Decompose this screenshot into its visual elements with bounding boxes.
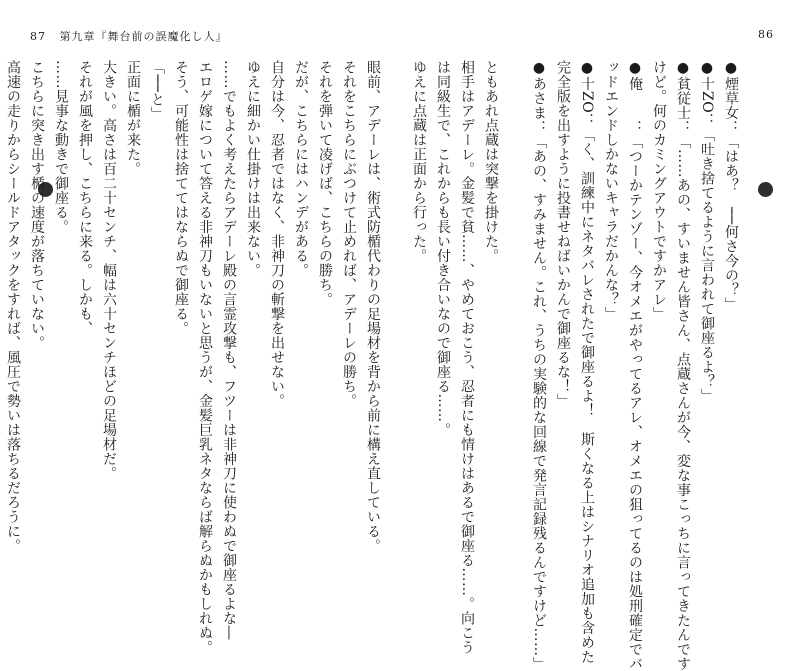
text-line: それが風を押し、こちらに来る。しかも、 (77, 60, 93, 336)
running-head: 第九章『舞台前の誤魔化し人』 (59, 30, 228, 43)
text-line: それをこちらにぶつけて止めれば、アデーレの勝ち。 (341, 60, 357, 408)
chat-line: ッドエンドしかないキャラだかんな？」 (603, 60, 619, 321)
text-line: ……でもよく考えたらアデーレ殿の言霊攻撃も、フツーは非神刀に使わぬで御座るよな― (221, 60, 237, 640)
text-line: だが、こちらにはハンデがある。 (293, 60, 309, 278)
text-line: 相手はアデーレ。金髪で貧……、やめておこう、忍者にも情けはあるで御座る……。向こう (459, 60, 475, 655)
blank-line (503, 60, 527, 580)
left-page-text (5, 60, 385, 655)
text-line: そう、可能性は捨ててはならぬで御座る。 (173, 60, 189, 336)
text-line: 高速の走りからシールドアタックをすれば、風圧で勢いは落ちるだろうに。 (5, 60, 21, 553)
text-line: エロゲ嫁について答える非神刀もいないと思うが、金髪巨乳ネタならば解らぬかもしれぬ。 (197, 60, 213, 655)
chat-line: ●十ZO：「吐き捨てるように言われて御座るよ？」 (699, 60, 715, 404)
right-page-dot-icon (758, 182, 773, 197)
text-line: 自分は今、忍者ではなく、非神刀の斬撃を出せない。 (269, 60, 285, 408)
left-page-number: 87 (30, 30, 46, 43)
chat-line: ●俺 ：「つーかテンゾー、今オメエがやってるアレ、オメエの狙ってるのは処刑確定でバ (627, 60, 643, 671)
text-line: それを弾いて凌げば、こちらの勝ち。 (317, 60, 333, 307)
right-page-number: 86 (758, 28, 774, 41)
chat-line: ●十ZO：「く、訓練中にネタバレされたで御座るよ！ 斯くなる上はシナリオ追加も含めた (579, 60, 595, 665)
text-line: 眼前、アデーレは、術式防楯代わりの足場材を背から前に構え直している。 (365, 60, 381, 553)
text-line: ゆえに細かい仕掛けは出来ない。 (245, 60, 261, 278)
text-line: 大きい。高さは百二十センチ、幅は六十センチほどの足場材だ。 (101, 60, 117, 481)
text-line: ゆえに点蔵は正面から行った。 (411, 60, 427, 263)
text-line: は同級生で、これからも長い付き合いなので御座る……。 (435, 60, 451, 437)
text-line: 「──と」 (149, 60, 165, 122)
right-folio (758, 28, 774, 41)
text-line: ともあれ点蔵は突撃を掛けた。 (483, 60, 499, 263)
chat-line: ●煙草女：「はあ？ ──何さ今の？」 (723, 60, 739, 312)
text-line: こちらに突き出す楯の速度が落ちていない。 (29, 60, 45, 350)
text-line (0, 60, 1, 580)
chat-line: けど。何のカミングアウトですかアレ」 (651, 60, 667, 321)
chat-line: ●あさま：「あの、すみません。これ、うちの実験的な回線で発言記録残るんですけど……」 (531, 60, 547, 671)
left-folio (30, 28, 228, 44)
chat-line: 完全版を出すように投書せねばいかんで御座るな！」 (555, 60, 571, 408)
text-line: ……見事な動きで御座る。 (53, 60, 69, 234)
right-page-text (405, 60, 743, 671)
chat-line: ●貧従士：「……あの、すいません皆さん、点蔵さんが今、変な事こっちに言ってきたんです (675, 60, 691, 671)
text-line: 正面に楯が来た。 (125, 60, 141, 176)
